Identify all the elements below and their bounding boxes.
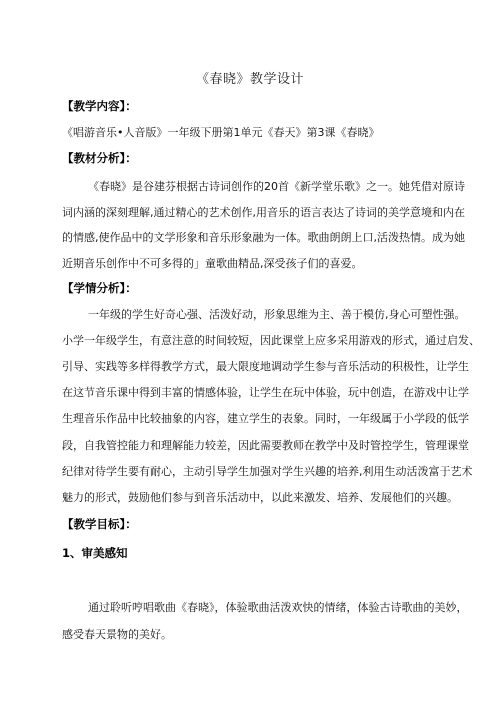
teaching-content-heading: 【教学内容】： xyxy=(62,99,137,113)
student-line-6: 段，自我管控能力和理解能力较差，因此需要教师在教学中及时管控学生，管理课堂 xyxy=(62,439,469,452)
teaching-goals-heading: 【教学目标】： xyxy=(62,517,137,531)
material-line-3: 的情感,使作品中的文学形象和音乐形象融为一体。歌曲朗朗上口,活泼热情。成为她 xyxy=(62,231,465,244)
teaching-content-text: 《唱游音乐•人音版》一年级下册第1单元《春天》第3课《春晓》 xyxy=(62,126,380,139)
student-analysis-heading: 【学情分析】： xyxy=(62,281,137,295)
student-line-3: 引导、实践等多样得教学方式，最大限度地调动学生参与音乐活动的积极性，让学生 xyxy=(62,360,469,373)
goal-1-line-2: 感受春天景物的美好。 xyxy=(62,628,172,641)
goal-1-heading: 1、审美感知 xyxy=(62,546,128,560)
goal-1-line-1: 通过聆听哼唱歌曲《春晓》，体验歌曲活泼欢快的情绪，体验古诗歌曲的美妙， xyxy=(88,601,468,614)
student-line-4: 在这节音乐课中得到丰富的情感体验，让学生在玩中体验，玩中创造，在游戏中让学 xyxy=(62,386,469,399)
student-line-2: 小学一年级学生，有意注意的时间较短，因此课堂上应多采用游戏的形式，通过启发、 xyxy=(62,334,480,347)
material-line-1: 《春晓》是谷建芬根据古诗词创作的20首《新学堂乐歌》之一。她凭借对原诗 xyxy=(88,180,465,193)
material-line-4: 近期音乐创作中不可多得的」童歌曲精品,深受孩子们的喜爱。 xyxy=(62,257,363,270)
student-line-7: 纪律对待学生要有耐心，主动引导学生加强对学生兴趣的培养,利用生动活泼富于艺术 xyxy=(62,465,473,478)
material-analysis-heading: 【教材分析】： xyxy=(62,151,137,165)
student-line-8: 魅力的形式，鼓励他们参与到音乐活动中，以此来激发、培养、发展他们的兴趣。 xyxy=(62,491,458,504)
student-line-1: 一年级的学生好奇心强、活泼好动，形象思维为主、善于模仿,身心可塑性强。 xyxy=(88,308,466,321)
student-line-5: 生理音乐作品中比较抽象的内容，建立学生的表象。同时，一年级属于小学段的低学 xyxy=(62,412,469,425)
document-title: 《春晓》教学设计 xyxy=(195,72,304,87)
material-line-2: 词内涵的深刻理解,通过精心的艺术创作,用音乐的语言表达了诗词的美学意境和内在 xyxy=(62,206,465,219)
